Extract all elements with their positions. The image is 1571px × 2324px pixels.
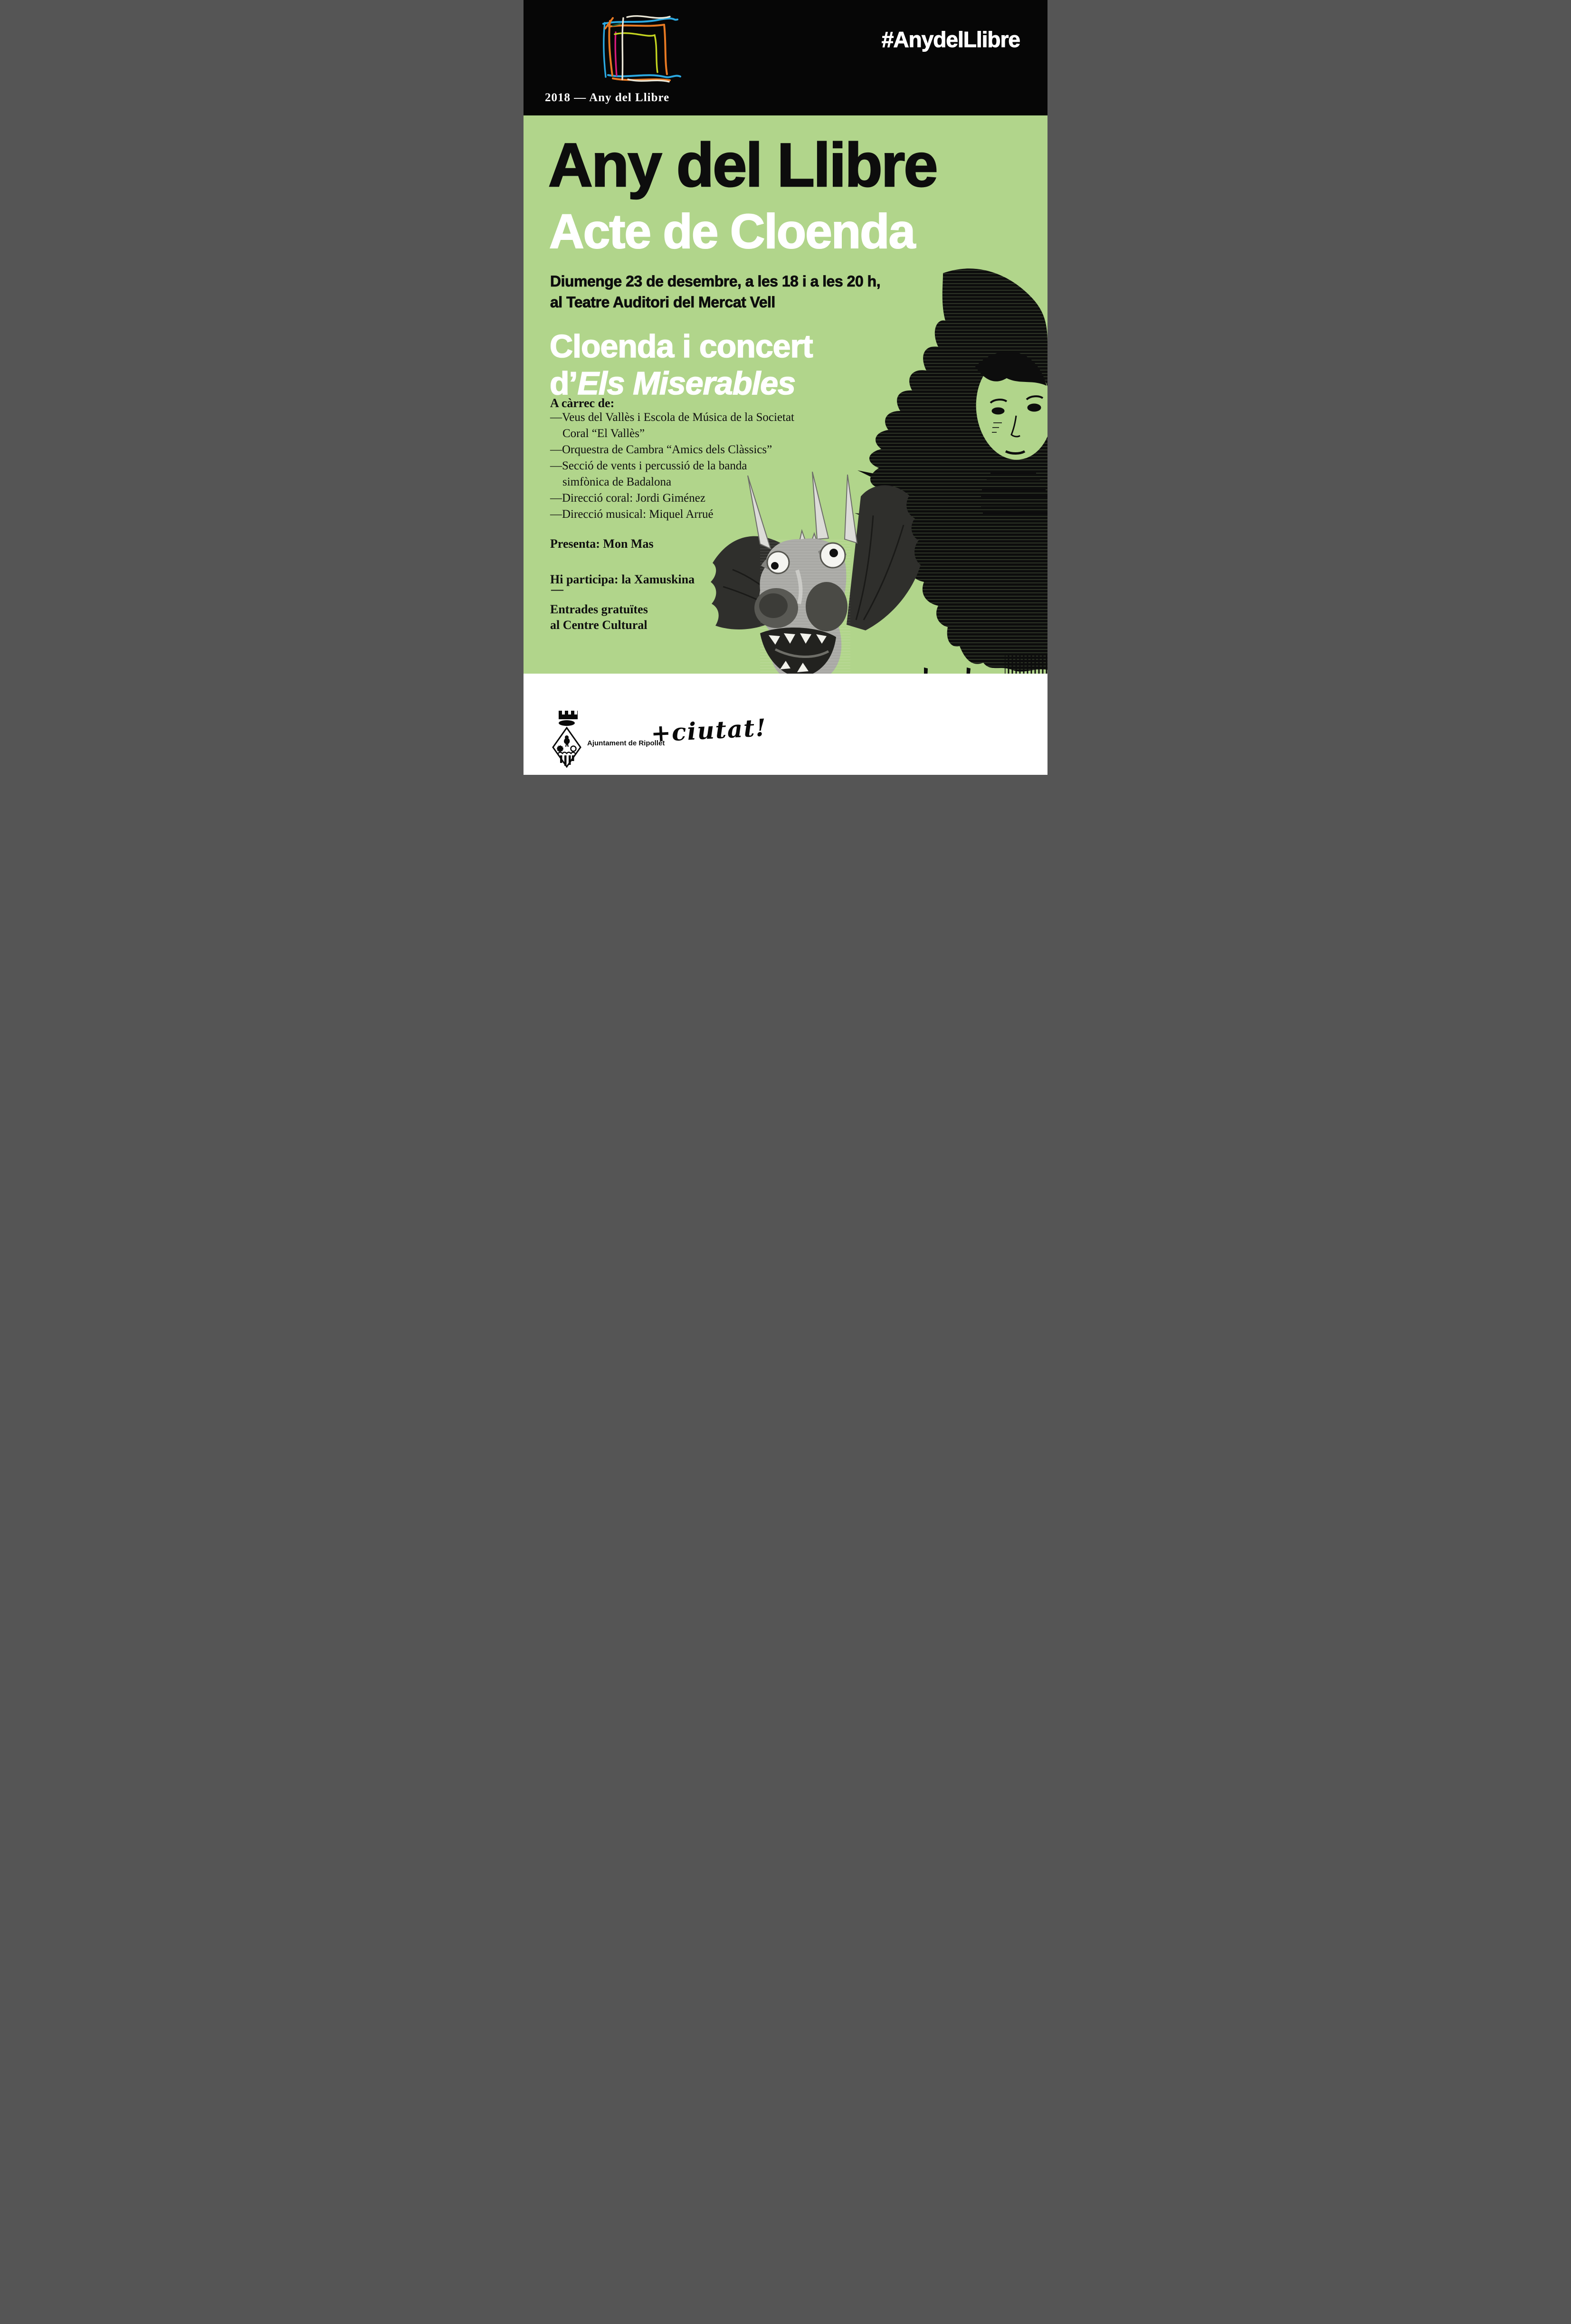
- event-title-prefix: d’: [550, 365, 578, 401]
- hashtag-label: #AnydelLlibre: [881, 27, 1020, 52]
- tickets-line-1: Entrades gratuïtes: [550, 602, 648, 616]
- credit-line: —Orquestra de Cambra “Amics dels Clàssics”: [550, 443, 772, 456]
- page-subtitle: Acte de Cloenda: [549, 204, 915, 258]
- credit-line: —Secció de vents i percussió de la banda: [550, 459, 747, 472]
- page-title: Any del Llibre: [548, 130, 937, 200]
- footer-band: [524, 674, 1047, 775]
- date-line-2: al Teatre Auditori del Mercat Vell: [550, 294, 775, 311]
- credits-list: [550, 410, 794, 523]
- event-work-title: Els Miserables: [577, 365, 795, 401]
- logo-caption: 2018 — Any del Llibre: [545, 91, 670, 104]
- date-line-1: Diumenge 23 de desembre, a les 18 i a les 20 h,: [550, 273, 881, 290]
- tickets-line-2: al Centre Cultural: [550, 618, 647, 632]
- participates-line: Hi participa: la Xamuskina: [550, 572, 695, 586]
- ciutat-logo: +ciutat!: [650, 713, 768, 748]
- event-title: [550, 328, 813, 402]
- ripollet-coat-of-arms-icon: [551, 711, 582, 769]
- credit-line: —Direcció musical: Miquel Arrué: [550, 508, 714, 521]
- book-scribble-frame-icon: [599, 12, 683, 84]
- text-divider: —: [551, 582, 563, 596]
- ripollet-logo-label: Ajuntament de Ripollet: [587, 739, 665, 747]
- credit-line: simfònica de Badalona: [562, 476, 672, 488]
- header-band: [524, 0, 1047, 115]
- presents-line: Presenta: Mon Mas: [550, 537, 654, 551]
- event-date-venue: [550, 271, 880, 313]
- event-poster: [524, 0, 1047, 775]
- credits-heading: A càrrec de:: [550, 396, 615, 410]
- event-title-line-1: Cloenda i concert: [550, 328, 813, 364]
- credit-line: Coral “El Vallès”: [562, 427, 645, 440]
- credit-line: —Direcció coral: Jordi Giménez: [550, 492, 705, 505]
- tickets-info: [550, 601, 648, 633]
- credit-line: —Veus del Vallès i Escola de Música de la Societat: [550, 411, 794, 424]
